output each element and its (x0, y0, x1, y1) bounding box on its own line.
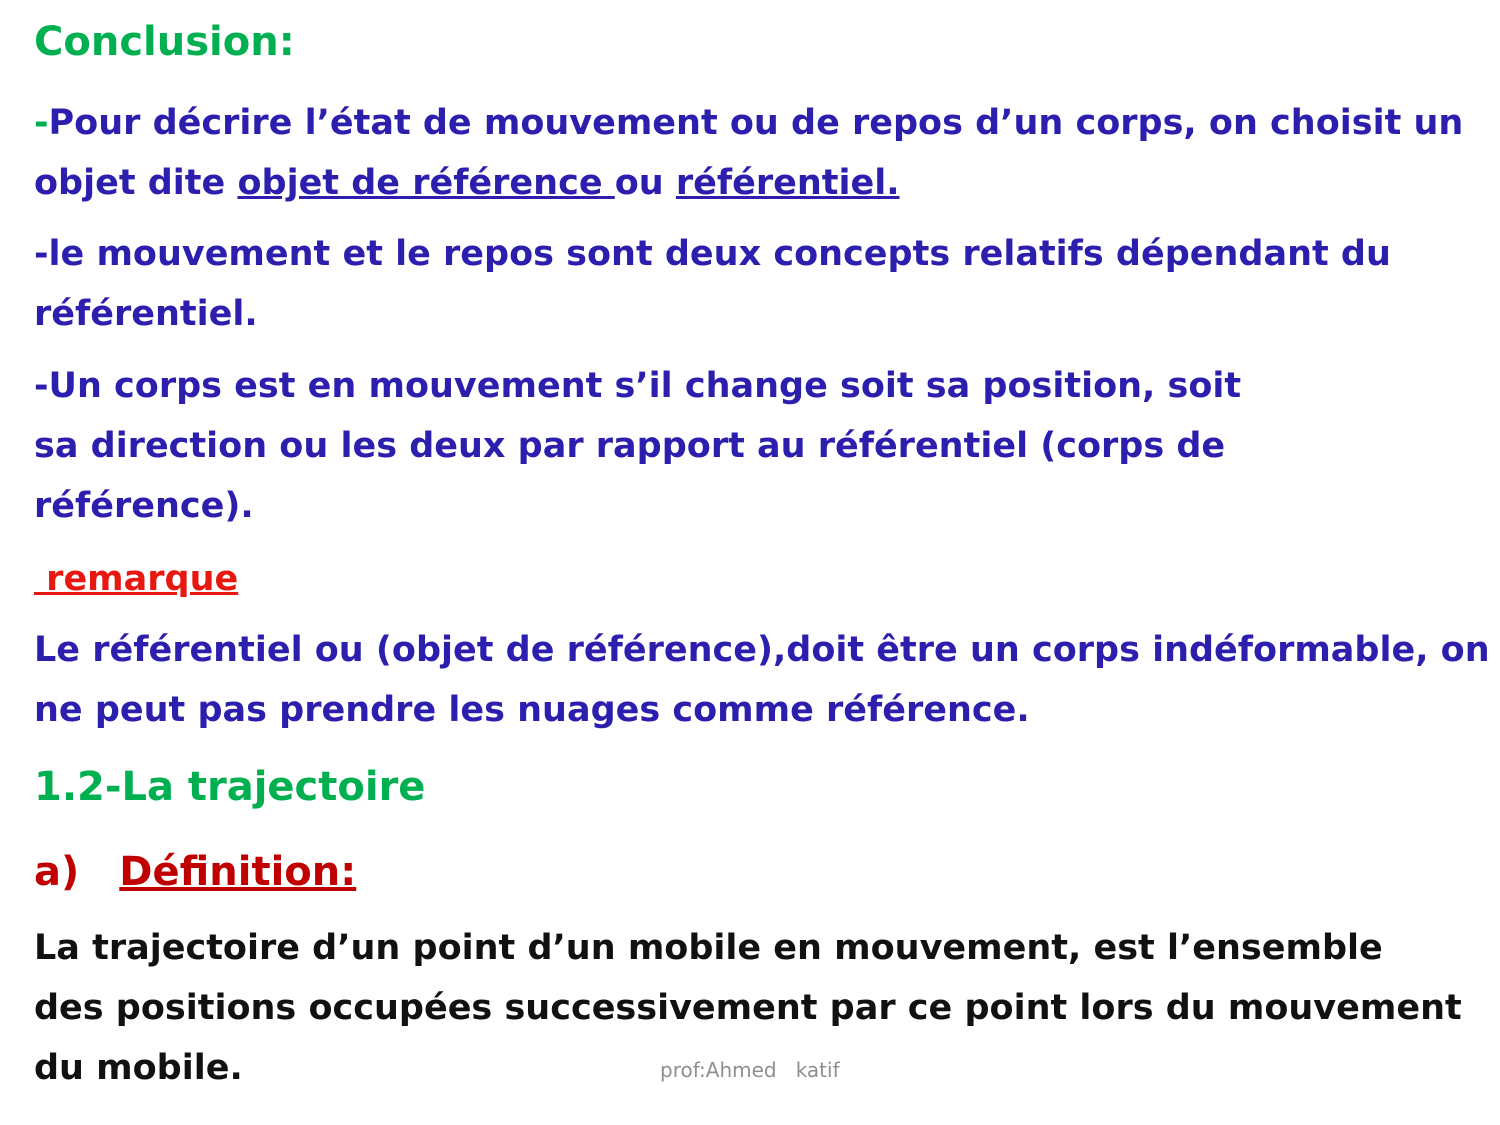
definition-marker: a) (34, 849, 80, 895)
term-objet-de-reference: objet de référence (237, 163, 615, 203)
paragraph-text-a: Pour décrire l’état de mouvement ou de repos d’un corps, on choisit un objet dite (34, 103, 1464, 203)
remarque-text: Le référentiel ou (objet de référence),doit être un corps indéformable, on ne peut pas prendre les nuages comme référence. (34, 630, 1490, 730)
paragraph-text-b: ou (614, 163, 676, 203)
section-title: 1.2-La trajectoire (34, 764, 426, 810)
conclusion-title: Conclusion: (34, 19, 295, 65)
paragraph-reference (34, 93, 1474, 213)
paragraph-dash: - (34, 103, 49, 143)
definition-title: Définition: (119, 849, 357, 895)
definition-text: La trajectoire d’un point d’un mobile en mouvement, est l’ensemble des positions occupées successivement par ce point lors du mouvement du mobile. (34, 928, 1462, 1088)
paragraph-movement: -Un corps est en mouvement s’il change soit sa position, soit sa direction ou les deux par rapport au référentiel (corps de référence). (34, 366, 1242, 526)
paragraph-relativity: -le mouvement et le repos sont deux concepts relatifs dépendant du référentiel. (34, 234, 1391, 334)
definition-heading (34, 848, 1034, 896)
footer-author: prof:Ahmed katif (660, 1058, 840, 1082)
remarque-label: remarque (34, 559, 239, 599)
term-referentiel: référentiel. (675, 163, 900, 203)
